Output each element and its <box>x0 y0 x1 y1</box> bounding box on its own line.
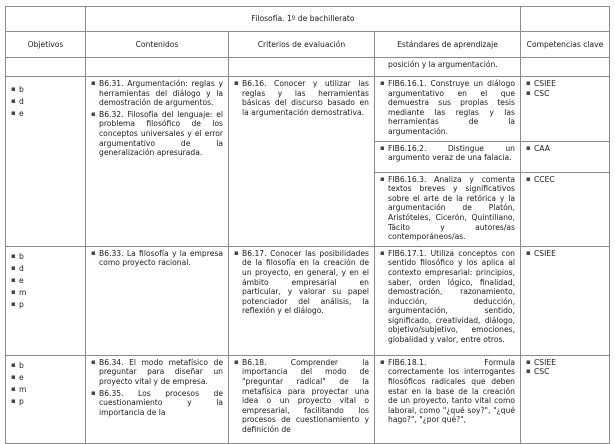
content-item: ▪ B6.32. Filosofía del lenguaje: el problema filosófico de los conceptos universales y el error argumentativo de la generalización apresurada. <box>91 110 223 158</box>
standard-cell <box>375 246 521 355</box>
competences-cell <box>521 246 610 355</box>
criteria-cell <box>229 246 375 355</box>
column-header-row <box>6 32 610 58</box>
standard-cell <box>375 172 521 246</box>
continued-standard: posición y la argumentación. <box>375 58 521 77</box>
competences-cell <box>521 355 610 443</box>
curriculum-table <box>5 6 610 444</box>
table-row <box>6 77 610 142</box>
standard-item: ▪ FIB6.17.1. Utiliza conceptos con sentido filosófico y los aplica al contexto empresarial: principios, saber, orden lógico, finalidad, demostración, razonamiento, inducción, deducción, argumentación, sentido, significado, creatividad, diálogo, objetivo/subjetivo, emociones, globalidad y valor, entre otros. <box>380 249 515 345</box>
objective-item: ▪ p <box>11 300 80 312</box>
objective-item: ▪ p <box>11 397 80 409</box>
objectives-cell <box>6 77 86 247</box>
column-header-objetivos: Objetivos <box>6 32 86 58</box>
competences-cell <box>521 77 610 142</box>
objective-item: ▪ m <box>11 385 80 397</box>
contents-cell <box>86 246 229 355</box>
objective-item: ▪ b <box>11 361 80 373</box>
standard-cell <box>375 77 521 142</box>
criterion-item: ▪ B6.16. Conocer y utilizar las reglas y las herramientas básicas del discurso basado en la argumentación demostrativa. <box>234 79 369 117</box>
competence-item: ▪ CCEC <box>526 175 604 185</box>
criteria-cell <box>229 355 375 443</box>
column-header-contenidos: Contenidos <box>86 32 229 58</box>
criterion-item: ▪ B6.18. Comprender la importancia del modo de "preguntar radical" de la metafísica para proyectar una idea o un proyecto vital o empresarial, facilitando los procesos de cuestionamiento y definición de <box>234 358 369 435</box>
content-item: ▪ B6.31. Argumentación: reglas y herramientas del diálogo y la demostración de argumentos. <box>91 79 223 108</box>
competence-item: ▪ CSC <box>526 89 604 99</box>
continued-objectives <box>6 58 86 77</box>
contents-cell <box>86 77 229 247</box>
standard-item: ▪ FIB6.16.3. Analiza y comenta textos breves y significativos sobre el arte de la retórica y la argumentación de Platón, Aristóteles, Cicerón, Quintiliano, Tácito y autores/as contemporáneos/as. <box>380 175 515 242</box>
competence-item: ▪ CAA <box>526 144 604 154</box>
criterion-item: ▪ B6.17. Conocer las posibilidades de la filosofía en la creación de un proyecto, en general, y en el ámbito empresarial en particular, y valorar su papel potenciador del análisis, la reflexión y el diálogo. <box>234 249 369 316</box>
continued-contents <box>86 58 229 77</box>
objective-item: ▪ b <box>11 252 80 264</box>
title-row <box>6 7 610 32</box>
continued-row <box>6 58 610 77</box>
standard-item: ▪ FIB6.18.1. Formula correctamente los interrogantes filosóficos radicales que deben estar en la base de la creación de un proyecto, tanto vital como laboral, como "¿qué soy?", "¿qué hago?", "¿por qué?", <box>380 358 515 425</box>
content-item: ▪ B6.33. La filosofía y la empresa como proyecto racional. <box>91 249 223 268</box>
course-title: Filosofía. 1º de bachillerato <box>86 7 521 32</box>
criteria-cell <box>229 77 375 247</box>
title-corner-left <box>6 7 86 32</box>
content-item: ▪ B6.35. Los procesos de cuestionamiento y la importancia de la <box>91 389 223 418</box>
competences-cell <box>521 141 610 172</box>
objective-item: ▪ e <box>11 109 80 121</box>
standard-item: ▪ FIB6.16.1. Construye un diálogo argumentativo en el que demuestra sus propias tesis mediante las reglas y las herramientas de la argumentación. <box>380 79 515 137</box>
objectives-cell <box>6 355 86 443</box>
objective-item: ▪ b <box>11 85 80 97</box>
table-row <box>6 355 610 443</box>
objectives-cell <box>6 246 86 355</box>
competence-item: ▪ CSC <box>526 367 604 377</box>
continued-competences <box>521 58 610 77</box>
objective-item: ▪ d <box>11 264 80 276</box>
column-header-criterios: Criterios de evaluación <box>229 32 375 58</box>
column-header-estandares: Estándares de aprendizaje <box>375 32 521 58</box>
competence-item: ▪ CSIEE <box>526 249 604 259</box>
objective-item: ▪ m <box>11 288 80 300</box>
competences-cell <box>521 172 610 246</box>
competence-item: ▪ CSIEE <box>526 79 604 89</box>
contents-cell <box>86 355 229 443</box>
column-header-competencias: Competencias clave <box>521 32 610 58</box>
standard-item: ▪ FIB6.16.2. Distingue un argumento veraz de una falacia. <box>380 144 515 163</box>
competence-item: ▪ CSIEE <box>526 358 604 368</box>
objective-item: ▪ e <box>11 373 80 385</box>
objective-item: ▪ d <box>11 97 80 109</box>
table-row <box>6 246 610 355</box>
standard-cell <box>375 141 521 172</box>
objective-item: ▪ e <box>11 276 80 288</box>
title-corner-right <box>521 7 610 32</box>
content-item: ▪ B6.34. El modo metafísico de preguntar para diseñar un proyecto vital y de empresa. <box>91 358 223 387</box>
continued-criteria <box>229 58 375 77</box>
standard-cell <box>375 355 521 443</box>
